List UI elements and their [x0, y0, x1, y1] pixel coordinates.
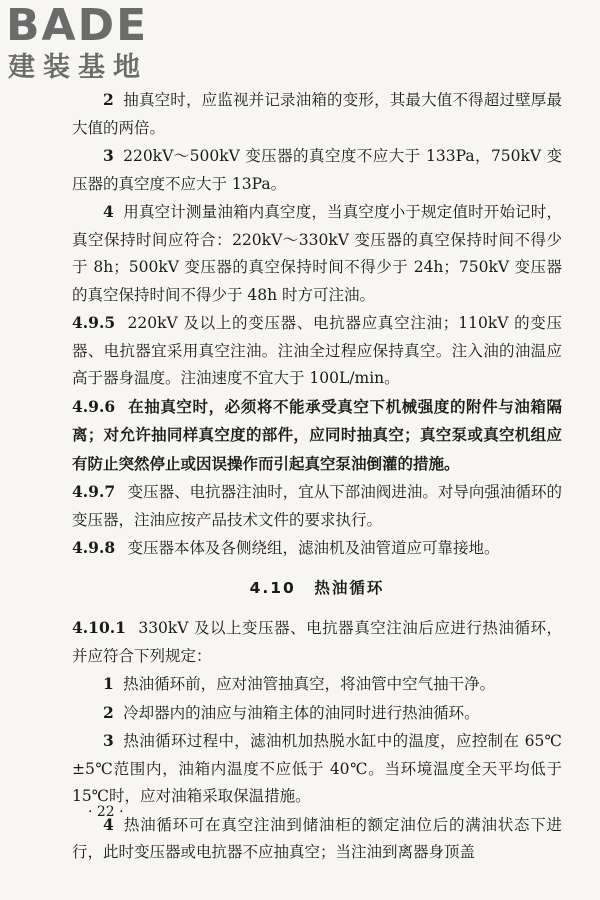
- bade-logo: [6, 0, 176, 86]
- item-bottom-2: [72, 699, 562, 728]
- logo-main-text: BADE: [6, 0, 149, 51]
- section-title-text: 热油循环: [314, 578, 385, 597]
- clause-text: 330kV 及以上变压器、电抗器真空注油后应进行热油循环，并应符合下列规定：: [72, 619, 562, 665]
- item-text: 用真空计测量油箱内真空度，当真空度小于规定值时开始记时，真空保持时间应符合：220kV～330kV 变压器的真空保持时间不得少于 8h；500kV 变压器的真空保持时间不得少于 24h；750kV 变压器的真空保持时间不得少于 48h 时方可注油。: [72, 203, 562, 304]
- item-top-2: [72, 86, 562, 142]
- clause-number: 4.9.8: [72, 538, 116, 557]
- item-number: 3: [103, 731, 114, 750]
- item-top-3: [72, 142, 562, 198]
- item-bottom-1: [72, 670, 562, 699]
- item-bottom-4: [72, 811, 562, 867]
- clause-text: 变压器、电抗器注油时，宜从下部油阀进油。对导向强油循环的变压器，注油应按产品技术文件的要求执行。: [72, 483, 562, 529]
- item-text: 热油循环过程中，滤油机加热脱水缸中的温度，应控制在 65℃±5℃范围内，油箱内温度不应低于 40℃。当环境温度全天平均低于 15℃时，应对油箱采取保温措施。: [72, 732, 562, 805]
- clause-4-10-1: [72, 614, 562, 670]
- clause-text: 变压器本体及各侧绕组，滤油机及油管道应可靠接地。: [127, 539, 500, 557]
- item-number: 2: [103, 702, 114, 722]
- item-text: 抽真空时，应监视并记录油箱的变形，其最大值不得超过壁厚最大值的两倍。: [72, 91, 562, 137]
- clause-number: 4.9.7: [72, 482, 116, 501]
- item-text: 热油循环可在真空注油到储油柜的额定油位后的满油状态下进行，此时变压器或电抗器不应抽真空；当注油到离器身顶盖: [72, 815, 562, 861]
- clause-number: 4.9.6: [72, 396, 116, 416]
- item-text: 热油循环前，应对油管抽真空，将油管中空气抽干净。: [123, 675, 496, 693]
- item-number: 3: [103, 146, 114, 165]
- item-number: 1: [103, 674, 114, 693]
- page-number: · 22 ·: [88, 804, 124, 820]
- document-body: [72, 86, 562, 867]
- item-text: 冷却器内的油应与油箱主体的油同时进行热油循环。: [123, 703, 480, 722]
- clause-4-9-8: [72, 534, 562, 563]
- item-number: 4: [103, 814, 114, 834]
- item-number: 2: [103, 90, 114, 109]
- item-top-4: [72, 198, 562, 309]
- clause-4-9-7: [72, 478, 562, 534]
- item-bottom-3: [72, 727, 562, 811]
- logo-sub-text: 建装基地: [8, 52, 148, 83]
- clause-number: 4.10.1: [72, 618, 126, 637]
- item-text: 220kV～500kV 变压器的真空度不应大于 133Pa，750kV 变压器的真空度不应大于 13Pa。: [72, 147, 562, 193]
- clause-text: 在抽真空时，必须将不能承受真空下机械强度的附件与油箱隔离；对允许抽同样真空度的部件，应同时抽真空；真空泵或真空机组应有防止突然停止或因误操作而引起真空泵油倒灌的措施。: [72, 396, 562, 473]
- clause-4-9-6: [72, 393, 562, 479]
- clause-text: 220kV 及以上的变压器、电抗器应真空注油；110kV 的变压器、电抗器宜采用真空注油。注油全过程应保持真空。注入油的油温应高于器身温度。注油速度不宜大于 100L/min。: [72, 314, 562, 387]
- item-number: 4: [103, 202, 114, 221]
- clause-4-9-5: [72, 309, 562, 393]
- section-number: 4.10: [249, 578, 296, 597]
- clause-number: 4.9.5: [72, 313, 116, 332]
- section-heading: [72, 575, 562, 603]
